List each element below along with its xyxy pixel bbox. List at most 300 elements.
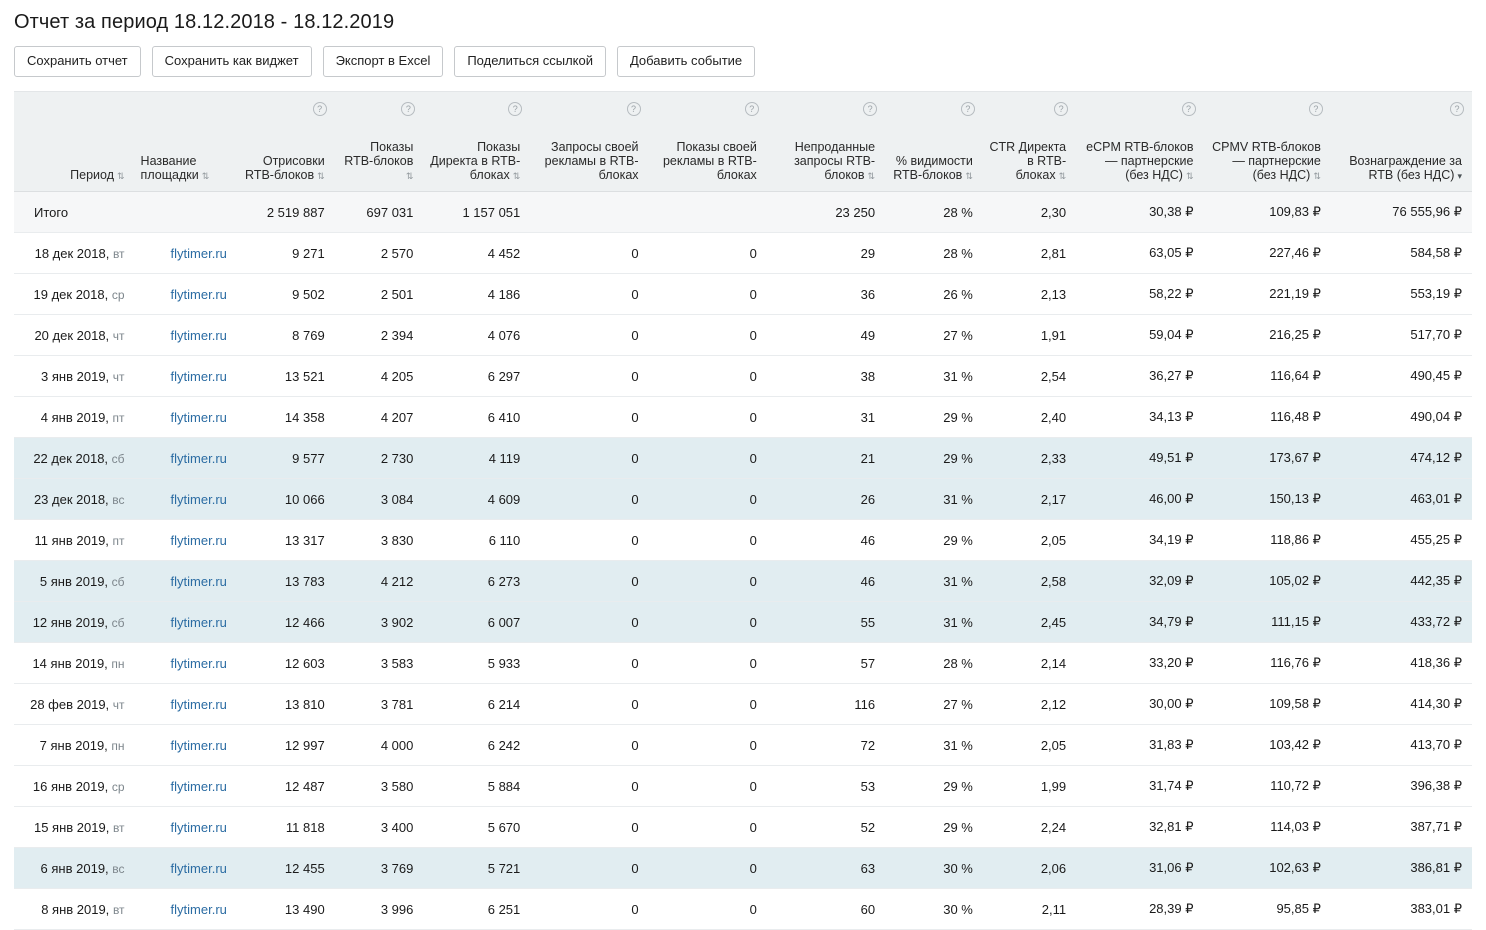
row-cell: 28 %	[885, 643, 983, 684]
row-cell: 28 %	[885, 233, 983, 274]
row-cell: 10 066	[237, 479, 335, 520]
row-cell: 57	[767, 643, 885, 684]
row-cell: 13 490	[237, 889, 335, 930]
row-cell: 0	[649, 274, 767, 315]
column-cpmv-rtb[interactable]	[1204, 92, 1331, 192]
report-toolbar	[0, 34, 1486, 77]
row-cell: 110,72 ₽	[1204, 766, 1331, 807]
row-cell: 6 007	[423, 602, 530, 643]
row-cell: 3 084	[335, 479, 424, 520]
row-cell: 46	[767, 520, 885, 561]
total-cell: 1 157 051	[423, 192, 530, 233]
row-cell: 2,12	[983, 684, 1076, 725]
row-cell: 227,46 ₽	[1204, 233, 1331, 274]
column-label: Период	[70, 168, 114, 182]
row-cell: 0	[649, 684, 767, 725]
row-date	[14, 684, 135, 725]
save-report-button[interactable]: Сохранить отчет	[14, 46, 141, 77]
row-cell: 0	[649, 356, 767, 397]
report-table	[14, 92, 1472, 930]
site-link[interactable]: flytimer.ru	[170, 737, 227, 753]
row-cell: 12 603	[237, 643, 335, 684]
row-weekday: вт	[112, 820, 125, 835]
row-date-text: 11 янв 2019,	[34, 532, 109, 548]
help-icon[interactable]: ?	[1182, 102, 1196, 116]
row-date-text: 3 янв 2019,	[41, 368, 110, 384]
row-date	[14, 848, 135, 889]
row-cell: 173,67 ₽	[1204, 438, 1331, 479]
row-date	[14, 766, 135, 807]
table-row[interactable]	[14, 356, 1472, 397]
row-date	[14, 725, 135, 766]
column-unsold-requests[interactable]	[767, 92, 885, 192]
column-sort-icon[interactable]: ⇅	[512, 171, 521, 181]
save-as-widget-button[interactable]: Сохранить как виджет	[152, 46, 312, 77]
row-cell: 474,12 ₽	[1331, 438, 1472, 479]
column-rtb-renders[interactable]	[237, 92, 335, 192]
row-cell: 27 %	[885, 684, 983, 725]
column-ecpm-rtb[interactable]	[1076, 92, 1203, 192]
row-cell: 11 818	[237, 807, 335, 848]
row-cell: 111,15 ₽	[1204, 602, 1331, 643]
table-row[interactable]	[14, 315, 1472, 356]
report-table-body	[14, 192, 1472, 930]
row-cell: 463,01 ₽	[1331, 479, 1472, 520]
row-cell: 517,70 ₽	[1331, 315, 1472, 356]
row-cell: 31,74 ₽	[1076, 766, 1203, 807]
row-cell: 46,00 ₽	[1076, 479, 1203, 520]
table-row[interactable]	[14, 520, 1472, 561]
total-cell	[649, 192, 767, 233]
column-label: Отрисовки RTB-блоков	[245, 154, 325, 182]
table-row[interactable]	[14, 233, 1472, 274]
row-cell: 0	[649, 520, 767, 561]
row-cell: 46	[767, 561, 885, 602]
row-cell: 0	[649, 807, 767, 848]
help-icon[interactable]: ?	[1054, 102, 1068, 116]
column-label: Показы своей рекламы в RTB-блоках	[662, 140, 757, 182]
row-site	[135, 561, 237, 602]
row-site	[135, 438, 237, 479]
help-icon[interactable]: ?	[745, 102, 759, 116]
row-cell: 31	[767, 397, 885, 438]
table-row[interactable]	[14, 274, 1472, 315]
row-cell: 102,63 ₽	[1204, 848, 1331, 889]
row-site	[135, 766, 237, 807]
row-cell: 386,81 ₽	[1331, 848, 1472, 889]
row-date-text: 6 янв 2019,	[40, 860, 109, 876]
row-cell: 3 781	[335, 684, 424, 725]
row-cell: 95,85 ₽	[1204, 889, 1331, 930]
total-cell: 109,83 ₽	[1204, 192, 1331, 233]
row-site	[135, 274, 237, 315]
row-site	[135, 315, 237, 356]
row-date-text: 8 янв 2019,	[41, 901, 110, 917]
column-label: Запросы своей рекламы в RTB-блоках	[544, 140, 639, 182]
row-cell: 3 400	[335, 807, 424, 848]
column-period[interactable]	[14, 92, 135, 192]
table-row[interactable]	[14, 602, 1472, 643]
total-cell: 76 555,96 ₽	[1331, 192, 1472, 233]
row-cell: 553,19 ₽	[1331, 274, 1472, 315]
total-cell: 2 519 887	[237, 192, 335, 233]
row-cell: 31,06 ₽	[1076, 848, 1203, 889]
table-row[interactable]	[14, 438, 1472, 479]
row-date-text: 4 янв 2019,	[40, 409, 109, 425]
row-cell: 28,39 ₽	[1076, 889, 1203, 930]
row-cell: 12 997	[237, 725, 335, 766]
row-cell: 31 %	[885, 479, 983, 520]
row-cell: 55	[767, 602, 885, 643]
row-cell: 0	[530, 520, 648, 561]
row-cell: 13 521	[237, 356, 335, 397]
site-link[interactable]: flytimer.ru	[170, 491, 227, 507]
row-cell: 0	[530, 643, 648, 684]
table-row[interactable]	[14, 397, 1472, 438]
help-icon[interactable]: ?	[313, 102, 327, 116]
row-cell: 2 394	[335, 315, 424, 356]
row-cell: 0	[649, 233, 767, 274]
total-cell	[135, 192, 237, 233]
column-visibility-percent[interactable]	[885, 92, 983, 192]
row-date	[14, 807, 135, 848]
row-cell: 4 205	[335, 356, 424, 397]
column-label: CTR Директа в RTB-блоках	[989, 140, 1067, 182]
row-cell: 4 212	[335, 561, 424, 602]
row-cell: 414,30 ₽	[1331, 684, 1472, 725]
site-link[interactable]: flytimer.ru	[170, 860, 227, 876]
row-date-text: 23 дек 2018,	[33, 491, 109, 507]
column-label: eCPM RTB-блоков — партнерские (без НДС)	[1086, 140, 1194, 182]
row-cell: 2,14	[983, 643, 1076, 684]
row-site	[135, 397, 237, 438]
row-cell: 6 214	[423, 684, 530, 725]
column-sort-icon[interactable]: ▾	[1457, 171, 1462, 181]
row-site	[135, 643, 237, 684]
column-rtb-impressions[interactable]	[335, 92, 424, 192]
row-cell: 442,35 ₽	[1331, 561, 1472, 602]
site-link[interactable]: flytimer.ru	[170, 327, 227, 343]
row-cell: 2 501	[335, 274, 424, 315]
row-cell: 38	[767, 356, 885, 397]
row-cell: 2,11	[983, 889, 1076, 930]
row-weekday: сб	[111, 451, 125, 466]
site-link[interactable]: flytimer.ru	[170, 901, 227, 917]
row-cell: 2,17	[983, 479, 1076, 520]
column-label: Непроданные запросы RTB-блоков	[794, 140, 876, 182]
row-cell: 34,79 ₽	[1076, 602, 1203, 643]
row-cell: 2,05	[983, 520, 1076, 561]
column-rtb-revenue[interactable]	[1331, 92, 1472, 192]
site-link[interactable]: flytimer.ru	[170, 655, 227, 671]
column-sort-icon[interactable]: ⇅	[867, 171, 876, 181]
row-cell: 72	[767, 725, 885, 766]
row-cell: 2,06	[983, 848, 1076, 889]
row-cell: 116	[767, 684, 885, 725]
row-cell: 31 %	[885, 356, 983, 397]
column-sort-icon[interactable]: ⇅	[405, 171, 414, 181]
row-weekday: чт	[112, 697, 125, 712]
row-cell: 31 %	[885, 602, 983, 643]
row-weekday: вс	[112, 492, 125, 507]
site-link[interactable]: flytimer.ru	[170, 696, 227, 712]
row-cell: 49,51 ₽	[1076, 438, 1203, 479]
column-sort-icon[interactable]: ⇅	[965, 171, 973, 181]
site-link[interactable]: flytimer.ru	[170, 368, 227, 384]
row-cell: 6 110	[423, 520, 530, 561]
row-date	[14, 315, 135, 356]
row-site	[135, 684, 237, 725]
table-row[interactable]	[14, 643, 1472, 684]
total-cell: 23 250	[767, 192, 885, 233]
row-cell: 5 884	[423, 766, 530, 807]
row-date-text: 19 дек 2018,	[33, 286, 109, 302]
row-cell: 0	[530, 684, 648, 725]
row-cell: 2,40	[983, 397, 1076, 438]
row-cell: 0	[649, 848, 767, 889]
row-cell: 31 %	[885, 725, 983, 766]
row-date	[14, 520, 135, 561]
table-row[interactable]	[14, 848, 1472, 889]
row-date-text: 20 дек 2018,	[34, 327, 110, 343]
row-cell: 433,72 ₽	[1331, 602, 1472, 643]
row-cell: 0	[530, 356, 648, 397]
row-cell: 221,19 ₽	[1204, 274, 1331, 315]
row-cell: 30 %	[885, 848, 983, 889]
row-weekday: пн	[111, 738, 125, 753]
column-sort-icon[interactable]: ⇅	[1058, 171, 1067, 181]
row-date-text: 16 янв 2019,	[32, 778, 109, 794]
site-link[interactable]: flytimer.ru	[170, 286, 227, 302]
row-weekday: ср	[111, 287, 125, 302]
site-link[interactable]: flytimer.ru	[170, 819, 227, 835]
row-cell: 2,58	[983, 561, 1076, 602]
row-date-text: 14 янв 2019,	[32, 655, 108, 671]
row-weekday: пт	[112, 410, 125, 425]
row-cell: 455,25 ₽	[1331, 520, 1472, 561]
column-direct-impressions[interactable]	[423, 92, 530, 192]
row-cell: 4 119	[423, 438, 530, 479]
row-cell: 29 %	[885, 520, 983, 561]
site-link[interactable]: flytimer.ru	[170, 409, 227, 425]
row-cell: 63,05 ₽	[1076, 233, 1203, 274]
row-cell: 0	[649, 438, 767, 479]
row-cell: 26 %	[885, 274, 983, 315]
row-cell: 2,24	[983, 807, 1076, 848]
row-cell: 6 251	[423, 889, 530, 930]
row-date-text: 12 янв 2019,	[32, 614, 109, 630]
row-cell: 8 769	[237, 315, 335, 356]
row-cell: 116,64 ₽	[1204, 356, 1331, 397]
site-link[interactable]: flytimer.ru	[170, 778, 227, 794]
row-weekday: вс	[112, 861, 125, 876]
column-sort-icon[interactable]: ⇅	[1313, 171, 1321, 181]
row-cell: 12 466	[237, 602, 335, 643]
row-cell: 34,13 ₽	[1076, 397, 1203, 438]
row-cell: 1,99	[983, 766, 1076, 807]
help-icon[interactable]: ?	[508, 102, 522, 116]
row-cell: 5 721	[423, 848, 530, 889]
table-row[interactable]	[14, 725, 1472, 766]
add-event-button[interactable]: Добавить событие	[617, 46, 755, 77]
row-cell: 6 242	[423, 725, 530, 766]
total-label: Итого	[14, 192, 135, 233]
row-date-text: 7 янв 2019,	[39, 737, 108, 753]
row-cell: 0	[649, 315, 767, 356]
table-row[interactable]	[14, 807, 1472, 848]
row-cell: 0	[530, 438, 648, 479]
row-cell: 3 902	[335, 602, 424, 643]
column-own-ad-requests[interactable]	[530, 92, 648, 192]
row-cell: 29 %	[885, 438, 983, 479]
row-weekday: ср	[111, 779, 125, 794]
row-site	[135, 233, 237, 274]
row-cell: 13 317	[237, 520, 335, 561]
help-icon[interactable]: ?	[401, 102, 415, 116]
column-site-name[interactable]	[135, 92, 237, 192]
row-cell: 2,45	[983, 602, 1076, 643]
column-sort-icon[interactable]: ⇅	[317, 171, 325, 181]
row-cell: 21	[767, 438, 885, 479]
row-cell: 31,83 ₽	[1076, 725, 1203, 766]
row-cell: 387,71 ₽	[1331, 807, 1472, 848]
total-cell: 28 %	[885, 192, 983, 233]
row-date-text: 5 янв 2019,	[39, 573, 109, 589]
row-cell: 0	[530, 561, 648, 602]
row-cell: 0	[530, 766, 648, 807]
help-icon[interactable]: ?	[1450, 102, 1464, 116]
row-cell: 30 %	[885, 889, 983, 930]
row-cell: 2,54	[983, 356, 1076, 397]
row-site	[135, 889, 237, 930]
row-weekday: вт	[112, 246, 125, 261]
help-icon[interactable]: ?	[627, 102, 641, 116]
row-cell: 29 %	[885, 766, 983, 807]
row-cell: 36	[767, 274, 885, 315]
column-ctr-direct[interactable]	[983, 92, 1076, 192]
row-cell: 31 %	[885, 561, 983, 602]
row-date	[14, 274, 135, 315]
row-cell: 63	[767, 848, 885, 889]
row-cell: 5 933	[423, 643, 530, 684]
row-cell: 216,25 ₽	[1204, 315, 1331, 356]
row-cell: 4 609	[423, 479, 530, 520]
table-row[interactable]	[14, 889, 1472, 930]
row-cell: 116,48 ₽	[1204, 397, 1331, 438]
row-site	[135, 356, 237, 397]
row-site	[135, 479, 237, 520]
row-cell: 0	[530, 397, 648, 438]
row-cell: 118,86 ₽	[1204, 520, 1331, 561]
row-date	[14, 397, 135, 438]
row-cell: 34,19 ₽	[1076, 520, 1203, 561]
total-row	[14, 192, 1472, 233]
row-weekday: пн	[111, 656, 125, 671]
row-weekday: пт	[112, 533, 125, 548]
row-weekday: вт	[112, 902, 125, 917]
row-cell: 30,00 ₽	[1076, 684, 1203, 725]
report-table-container	[14, 91, 1472, 930]
table-row[interactable]	[14, 479, 1472, 520]
row-date	[14, 602, 135, 643]
row-cell: 27 %	[885, 315, 983, 356]
row-cell: 2,05	[983, 725, 1076, 766]
column-label: CPMV RTB-блоков — партнерские (без НДС)	[1212, 140, 1321, 182]
total-cell: 697 031	[335, 192, 424, 233]
column-label: Название площадки	[140, 154, 199, 182]
row-cell: 0	[530, 889, 648, 930]
row-cell: 6 273	[423, 561, 530, 602]
site-link[interactable]: flytimer.ru	[170, 573, 227, 589]
row-cell: 109,58 ₽	[1204, 684, 1331, 725]
table-row[interactable]	[14, 561, 1472, 602]
column-own-ad-impressions[interactable]	[649, 92, 767, 192]
row-cell: 3 580	[335, 766, 424, 807]
row-cell: 13 783	[237, 561, 335, 602]
column-sort-icon[interactable]: ⇅	[117, 171, 125, 181]
row-cell: 3 769	[335, 848, 424, 889]
row-cell: 490,04 ₽	[1331, 397, 1472, 438]
row-weekday: сб	[111, 574, 125, 589]
row-date-text: 22 дек 2018,	[33, 450, 109, 466]
row-cell: 36,27 ₽	[1076, 356, 1203, 397]
column-sort-icon[interactable]: ⇅	[1185, 171, 1194, 181]
column-label: % видимости RTB-блоков	[893, 154, 973, 182]
row-site	[135, 725, 237, 766]
column-sort-icon[interactable]: ⇅	[201, 171, 210, 181]
help-icon[interactable]: ?	[961, 102, 975, 116]
row-cell: 2,81	[983, 233, 1076, 274]
report-table-head	[14, 92, 1472, 192]
row-cell: 584,58 ₽	[1331, 233, 1472, 274]
row-cell: 105,02 ₽	[1204, 561, 1331, 602]
row-cell: 2 730	[335, 438, 424, 479]
row-cell: 4 186	[423, 274, 530, 315]
row-cell: 418,36 ₽	[1331, 643, 1472, 684]
row-cell: 0	[530, 274, 648, 315]
row-cell: 0	[530, 807, 648, 848]
row-cell: 29 %	[885, 807, 983, 848]
row-cell: 2,13	[983, 274, 1076, 315]
row-cell: 116,76 ₽	[1204, 643, 1331, 684]
table-row[interactable]	[14, 684, 1472, 725]
row-cell: 32,81 ₽	[1076, 807, 1203, 848]
site-link[interactable]: flytimer.ru	[170, 450, 227, 466]
row-cell: 6 297	[423, 356, 530, 397]
row-cell: 14 358	[237, 397, 335, 438]
export-excel-button[interactable]: Экспорт в Excel	[323, 46, 444, 77]
row-cell: 29 %	[885, 397, 983, 438]
share-link-button[interactable]: Поделиться ссылкой	[454, 46, 606, 77]
table-row[interactable]	[14, 766, 1472, 807]
help-icon[interactable]: ?	[1309, 102, 1323, 116]
help-icon[interactable]: ?	[863, 102, 877, 116]
row-date	[14, 438, 135, 479]
row-cell: 26	[767, 479, 885, 520]
row-cell: 49	[767, 315, 885, 356]
total-cell: 2,30	[983, 192, 1076, 233]
row-cell: 0	[530, 725, 648, 766]
row-cell: 4 000	[335, 725, 424, 766]
site-link[interactable]: flytimer.ru	[170, 245, 227, 261]
row-site	[135, 807, 237, 848]
row-site	[135, 848, 237, 889]
site-link[interactable]: flytimer.ru	[170, 614, 227, 630]
row-cell: 413,70 ₽	[1331, 725, 1472, 766]
column-label: Показы Директа в RTB-блоках	[430, 140, 521, 182]
site-link[interactable]: flytimer.ru	[170, 532, 227, 548]
row-date-text: 15 янв 2019,	[33, 819, 110, 835]
